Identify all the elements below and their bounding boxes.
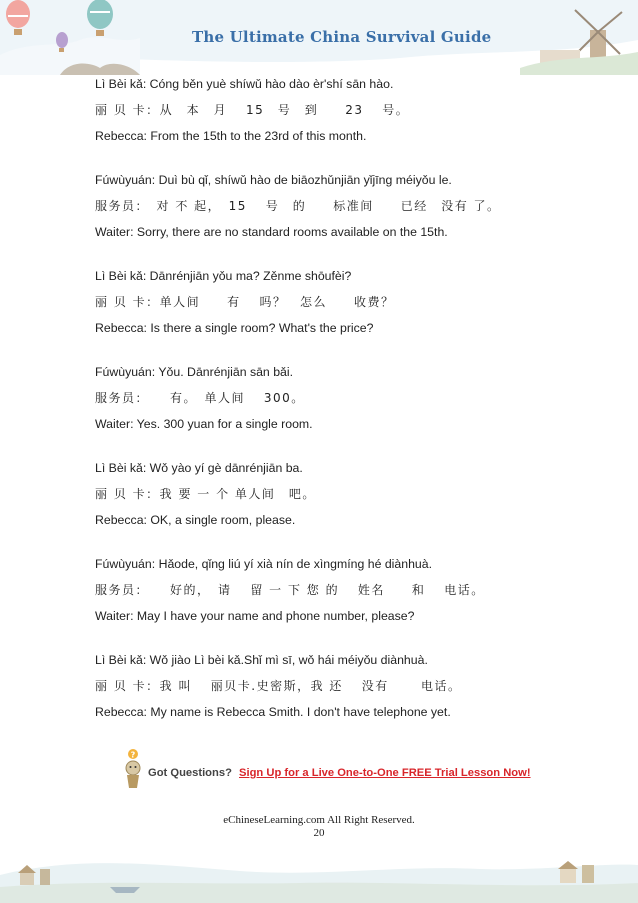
english-line: Waiter: Yes. 300 yuan for a single room. (95, 417, 313, 431)
pinyin-line: Lì Bèi kǎ: Wǒ jiào Lì bèi kǎ.Shǐ mì sī, wǒ hái méiyǒu diànhuà. (95, 653, 428, 667)
english-line: Rebecca: Is there a single room? What's the price? (95, 321, 374, 335)
english-line: Rebecca: My name is Rebecca Smith. I don't have telephone yet. (95, 705, 451, 719)
pinyin-line: Fúwùyuán: Hǎode, qǐng liú yí xià nín de xìngmíng hé diànhuà. (95, 557, 433, 571)
cta-question: Got Questions? (148, 767, 232, 779)
dialogue-block (95, 172, 565, 241)
chinese-line: 服务员： 好的， 请 留 一 下 您 的 姓名 和 电话。 (95, 583, 485, 597)
svg-text:?: ? (130, 750, 136, 760)
chinese-line: 丽 贝 卡：单人间 有 吗？ 怎么 收费？ (95, 295, 395, 309)
english-line: Rebecca: From the 15th to the 23rd of this month. (95, 129, 367, 143)
page-number: 20 (313, 827, 325, 839)
pinyin-line: Lì Bèi kǎ: Wǒ yào yí gè dānrénjiān ba. (95, 461, 303, 475)
chinese-line: 服务员： 有。 单人间 300。 (95, 391, 305, 405)
english-line: Waiter: May I have your name and phone number, please? (95, 609, 415, 623)
dialogue-block (95, 364, 565, 433)
dialogue-block (95, 268, 565, 337)
footer-decoration (0, 835, 638, 903)
english-line: Waiter: Sorry, there are no standard rooms available on the 15th. (95, 225, 448, 239)
dialogue-content (95, 76, 565, 748)
pinyin-line: Fúwùyuán: Duì bù qǐ, shíwǔ hào de biāozhǔnjiān yǐjīng méiyǒu le. (95, 173, 452, 187)
trial-lesson-banner[interactable] (120, 748, 540, 792)
chinese-line: 服务员： 对 不 起， 15 号 的 标准间 已经 没有 了。 (95, 199, 501, 213)
english-line: Rebecca: OK, a single room, please. (95, 513, 296, 527)
chinese-line: 丽 贝 卡：从 本 月 15 号 到 23 号。 (95, 103, 410, 117)
page-title: The Ultimate China Survival Guide (192, 28, 492, 46)
cta-text (148, 767, 531, 779)
dialogue-block (95, 652, 565, 721)
dialogue-block (95, 460, 565, 529)
pinyin-line: Fúwùyuán: Yǒu. Dānrénjiān sān bǎi. (95, 365, 294, 379)
question-mascot-icon (120, 748, 150, 792)
pinyin-line: Lì Bèi kǎ: Dānrénjiān yǒu ma? Zěnme shōufèi? (95, 269, 352, 283)
page-header (0, 0, 638, 75)
dialogue-block (95, 76, 565, 145)
dialogue-block (95, 556, 565, 625)
copyright-text: eChineseLearning.com All Right Reserved. (223, 814, 415, 826)
chinese-line: 丽 贝 卡：我 要 一 个 单人间 吧。 (95, 487, 316, 501)
pinyin-line: Lì Bèi kǎ: Cóng běn yuè shíwǔ hào dào èr'shí sān hào. (95, 77, 394, 91)
chinese-line: 丽 贝 卡：我 叫 丽贝卡.史密斯，我 还 没有 电话。 (95, 679, 462, 693)
trial-lesson-link[interactable]: Sign Up for a Live One-to-One FREE Trial Lesson Now! (239, 767, 531, 779)
